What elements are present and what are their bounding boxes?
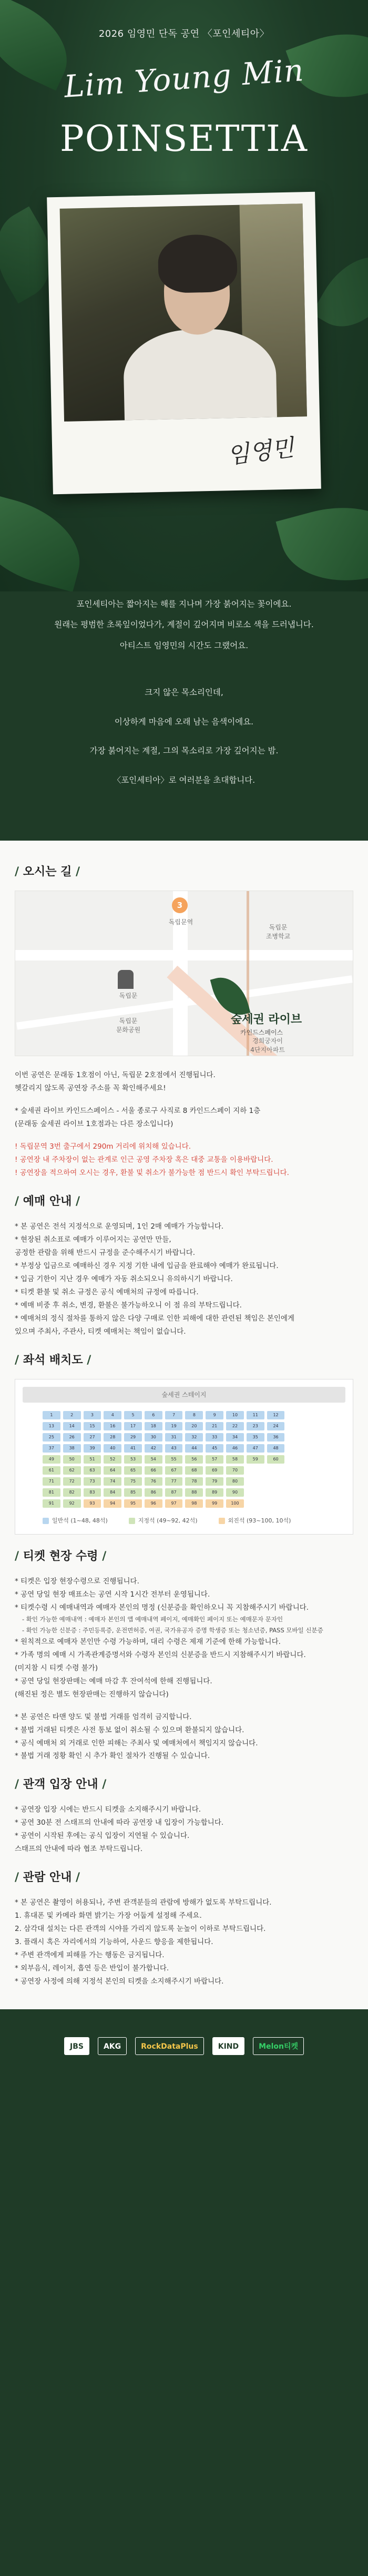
intro-line: 〈포인세티아〉로 여러분을 초대합니다. (113, 775, 255, 785)
seat: 72 (63, 1477, 81, 1486)
onsite-line: * 불법 거래 정황 확인 시 추가 확인 절차가 진행될 수 있습니다. (15, 1752, 210, 1761)
seat-empty (247, 1477, 264, 1486)
seat: 3 (84, 1411, 101, 1419)
sponsor-logo: Melon티켓 (253, 2037, 304, 2055)
onsite-line: (해진된 정은 별도 현장판매는 진행하지 않습니다) (15, 1690, 169, 1699)
venue-map (15, 891, 353, 1056)
seat-empty (308, 1499, 325, 1508)
seat: 58 (226, 1455, 244, 1464)
seat: 41 (124, 1444, 142, 1453)
seat-empty (308, 1422, 325, 1430)
intro-line: 아티스트 임영민의 시간도 그랬어요. (119, 640, 249, 650)
seat: 83 (84, 1488, 101, 1497)
venue-name-label: 숲세권 라이브 (231, 1013, 302, 1027)
seat: 6 (145, 1411, 162, 1419)
seat: 13 (43, 1422, 60, 1430)
seat: 85 (124, 1488, 142, 1497)
entry-list (15, 1803, 353, 1856)
seat: 20 (185, 1422, 203, 1430)
leaf-decoration (276, 490, 368, 591)
intro-text (0, 591, 368, 841)
onsite-line: * 원칙적으로 예매자 본인만 수령 가능하며, 대리 수령은 제재 기준에 한해 가능합니다. (15, 1637, 281, 1646)
seat: 81 (43, 1488, 60, 1497)
onsite-line: * 불법 거래된 티켓은 사전 통보 없이 취소될 수 있으며 환불되지 않습니다. (15, 1725, 244, 1734)
seat: 34 (226, 1433, 244, 1442)
seat: 71 (43, 1477, 60, 1486)
seat: 93 (84, 1499, 101, 1508)
seat: 91 (43, 1499, 60, 1508)
concert-subtitle: 2026 임영민 단독 공연 〈포인세티아〉 (98, 28, 270, 39)
seat-empty (247, 1488, 264, 1497)
seat: 66 (145, 1466, 162, 1475)
seat: 42 (145, 1444, 162, 1453)
seat: 67 (165, 1466, 183, 1475)
viewing-line: 1. 휴대폰 및 카메라 화면 밝기는 가장 어둡게 설정해 주세요. (15, 1911, 202, 1920)
seat: 16 (104, 1422, 121, 1430)
sponsor-footer (0, 2009, 368, 2083)
legend-item: 외진석 (93~100, 10석) (219, 1516, 291, 1525)
entry-heading: / 관객 입장 안내 / (15, 1778, 107, 1792)
seat: 63 (84, 1466, 101, 1475)
leaf-decoration (311, 241, 368, 343)
seat-empty (308, 1477, 325, 1486)
seat-empty (308, 1466, 325, 1475)
seat: 53 (124, 1455, 142, 1464)
viewing-line: * 외부음식, 레이저, 흡연 등은 반입이 불가합니다. (15, 1964, 169, 1973)
seat-empty (287, 1433, 305, 1442)
seat-empty (287, 1411, 305, 1419)
onsite-line: (미지참 시 티켓 수령 불가) (15, 1663, 98, 1672)
seat-empty (308, 1411, 325, 1419)
seat-empty (267, 1499, 285, 1508)
booking-heading: / 예매 안내 / (15, 1194, 80, 1208)
seat-empty (308, 1444, 325, 1453)
onsite-line: * 공연 당일 현장 매표소는 공연 시작 1시간 전부터 운영됩니다. (15, 1590, 210, 1599)
warning-note: ! 공연장을 적으하여 오시는 경우, 환불 및 취소가 불가능한 점 반드시 확인 부탁드립니다. (15, 1168, 289, 1177)
legend-item: 일반석 (1~48, 48석) (43, 1516, 108, 1525)
seat: 97 (165, 1499, 183, 1508)
seat: 64 (104, 1466, 121, 1475)
seat-legend (23, 1516, 345, 1525)
seat: 50 (63, 1455, 81, 1464)
seat-chart (15, 1379, 353, 1535)
seat-empty (287, 1422, 305, 1430)
entry-line: * 공연이 시작된 후에는 공식 입장이 지연될 수 있습니다. (15, 1832, 190, 1841)
seat: 56 (185, 1455, 203, 1464)
park-sub-label: 독립문 문화공원 (116, 1017, 141, 1034)
seat: 26 (63, 1433, 81, 1442)
seat: 29 (124, 1433, 142, 1442)
seat: 5 (124, 1411, 142, 1419)
viewing-line: * 본 공연은 촬영이 허용되나, 주변 관객분들의 관람에 방해가 없도록 부탁드립니다. (15, 1898, 272, 1907)
booking-line: * 현장된 취소표로 예매가 이루어지는 공연만 만들, (15, 1235, 171, 1244)
seat: 8 (185, 1411, 203, 1419)
seat: 43 (165, 1444, 183, 1453)
booking-line: 공정한 관람을 위해 반드시 규정을 준수해주시기 바랍니다. (15, 1248, 196, 1257)
seat: 31 (165, 1433, 183, 1442)
location-desc: 헷갈리지 않도록 공연장 주소를 꼭 확인해주세요! (15, 1084, 166, 1093)
seat: 15 (84, 1422, 101, 1430)
apartment-label: 경희궁자이 4단지아파트 (250, 1037, 285, 1054)
seat: 52 (104, 1455, 121, 1464)
seat: 88 (185, 1488, 203, 1497)
warning-note: ! 공연장 내 주차장이 없는 관계로 인근 공영 주차장 혹은 대중 교통을 이용바랍니다. (15, 1155, 273, 1164)
sponsor-logo: JBS (64, 2037, 89, 2055)
onsite-list (15, 1575, 353, 1763)
seat: 90 (226, 1488, 244, 1497)
seat: 39 (84, 1444, 101, 1453)
onsite-line: * 공식 예매처 외 거래로 인한 피해는 주최사 및 예매처에서 책임지지 않습니다. (15, 1739, 258, 1747)
park-icon (118, 970, 134, 989)
seat: 70 (226, 1466, 244, 1475)
legend-item: 지정석 (49~92, 42석) (129, 1516, 198, 1525)
location-desc: 이번 공연은 문래동 1호점이 아닌, 독립문 2호점에서 진행됩니다. (15, 1071, 216, 1080)
seat-empty (267, 1488, 285, 1497)
onsite-line: * 티켓은 입장 현장수령으로 진행됩니다. (15, 1577, 139, 1586)
park-label: 독립문 (119, 992, 138, 1000)
seat: 11 (247, 1411, 264, 1419)
viewing-line: 2. 삼각대 설치는 다른 관객의 시야를 가리지 않도록 눈높이 이하로 부탁드립니다. (15, 1925, 266, 1934)
seat: 99 (206, 1499, 223, 1508)
seat: 95 (124, 1499, 142, 1508)
seat: 78 (185, 1477, 203, 1486)
seat: 14 (63, 1422, 81, 1430)
sponsor-logo: RockDataPlus (135, 2037, 204, 2055)
onsite-line: * 본 공연은 타맨 양도 및 불법 거래를 엄격히 금지합니다. (15, 1712, 192, 1721)
seat: 65 (124, 1466, 142, 1475)
seat: 89 (206, 1488, 223, 1497)
seat: 61 (43, 1466, 60, 1475)
viewing-list (15, 1896, 353, 1988)
sponsor-logo: AKG (98, 2037, 127, 2055)
seat: 23 (247, 1422, 264, 1430)
seat-empty (247, 1499, 264, 1508)
seat: 69 (206, 1466, 223, 1475)
polaroid-photo-frame (47, 192, 321, 495)
seat: 82 (63, 1488, 81, 1497)
seat: 1 (43, 1411, 60, 1419)
seat: 51 (84, 1455, 101, 1464)
intro-line: 크지 않은 목소리인데, (145, 688, 223, 698)
artist-script-name: Lim Young Min (63, 52, 305, 105)
seat-empty (308, 1433, 325, 1442)
seat: 86 (145, 1488, 162, 1497)
onsite-line: * 티켓수령 시 예매내역과 예매자 본인의 명정 (신분증을 확인하오니 꼭 지참해주시기 바랍니다. (15, 1603, 309, 1612)
seat-empty (308, 1488, 325, 1497)
seat-empty (287, 1488, 305, 1497)
seat: 74 (104, 1477, 121, 1486)
entry-line: * 공연장 입장 시에는 반드시 티켓을 소지해주시기 바랍니다. (15, 1805, 201, 1814)
seat-empty (287, 1477, 305, 1486)
intro-line: 이상하게 마음에 오래 남는 음색이에요. (114, 717, 254, 727)
seat: 27 (84, 1433, 101, 1442)
seat-empty (267, 1466, 285, 1475)
seat: 33 (206, 1433, 223, 1442)
booking-line: * 부정상 입금으로 예매하신 경우 지정 기한 내에 입금을 완료해야 예매가 완료됩니다. (15, 1261, 279, 1270)
seat-grid (23, 1411, 345, 1508)
onsite-heading: / 티켓 현장 수령 / (15, 1549, 107, 1563)
viewing-heading: / 관람 안내 / (15, 1871, 80, 1885)
seat-empty (247, 1466, 264, 1475)
seat: 32 (185, 1433, 203, 1442)
seat: 84 (104, 1488, 121, 1497)
seat: 45 (206, 1444, 223, 1453)
seat: 17 (124, 1422, 142, 1430)
seat: 68 (185, 1466, 203, 1475)
seat: 49 (43, 1455, 60, 1464)
viewing-line: * 주변 관객에게 피해를 가는 행동은 금지됩니다. (15, 1951, 165, 1960)
seat: 73 (84, 1477, 101, 1486)
seat: 40 (104, 1444, 121, 1453)
seat: 4 (104, 1411, 121, 1419)
seat: 79 (206, 1477, 223, 1486)
venue-address-note: (문래동 숲세권 라이브 1호점과는 다른 장소입니다) (15, 1119, 173, 1128)
seat: 76 (145, 1477, 162, 1486)
seat: 7 (165, 1411, 183, 1419)
leaf-decoration (0, 491, 91, 591)
seat: 22 (226, 1422, 244, 1430)
artist-photo (60, 203, 307, 422)
stage-label: 숲세권 스테이지 (23, 1387, 345, 1403)
seat: 60 (267, 1455, 285, 1464)
onsite-line: * 가족 명의 예매 시 가족관계증명서와 수령자 본인의 신분증을 반드시 지참해주시기 바랍니다. (15, 1650, 306, 1659)
school-label: 독립문 조병학교 (265, 924, 291, 941)
seat: 100 (226, 1499, 244, 1508)
warning-note: ! 독립문역 3번 출구에서 290m 거리에 위치해 있습니다. (15, 1142, 191, 1151)
hero-banner (0, 0, 368, 591)
booking-list (15, 1220, 353, 1338)
seat: 10 (226, 1411, 244, 1419)
seat-empty (308, 1455, 325, 1464)
booking-line: * 예매처의 정식 절차를 통하지 않은 다양 구매로 인한 피해에 대한 관련된 책임은 본인에게 (15, 1314, 295, 1323)
location-heading: / 오시는 길 / (15, 865, 80, 879)
seat: 57 (206, 1455, 223, 1464)
seat: 30 (145, 1433, 162, 1442)
seat: 48 (267, 1444, 285, 1453)
booking-line: * 예매 비중 후 취소, 변경, 환불은 불가능하오니 이 점 유의 부탁드립니다. (15, 1301, 242, 1310)
onsite-note: - 확인 가능한 예매내역 : 예매자 본인의 앱 예매내역 페이지, 예매확인 페이지 또는 예매문자 문자인 (22, 1616, 283, 1623)
booking-line: * 본 공연은 전석 지정석으로 운영되며, 1인 2매 예매가 가능합니다. (15, 1222, 224, 1231)
seat: 55 (165, 1455, 183, 1464)
seat: 36 (267, 1433, 285, 1442)
seat: 18 (145, 1422, 162, 1430)
seat: 96 (145, 1499, 162, 1508)
venue-name-label-2: 카인드스페이스 (240, 1029, 283, 1037)
intro-line: 가장 붉어지는 계절, 그의 목소리로 가장 깊어지는 밤. (89, 746, 279, 756)
seat: 92 (63, 1499, 81, 1508)
seat: 37 (43, 1444, 60, 1453)
seat: 9 (206, 1411, 223, 1419)
seat: 46 (226, 1444, 244, 1453)
intro-line: 포인세티아는 짧아지는 해를 지나며 가장 붉어지는 꽃이에요. (76, 599, 292, 609)
concert-title: POINSETTIA (59, 118, 309, 160)
booking-line: * 입금 기한이 지난 경우 예매가 자동 취소되오니 유의하시기 바랍니다. (15, 1274, 233, 1283)
seat: 87 (165, 1488, 183, 1497)
seat: 59 (247, 1455, 264, 1464)
intro-line: 원래는 평범한 초록잎이었다가, 계절이 깊어지며 비로소 색을 드러냅니다. (54, 620, 314, 630)
seat: 75 (124, 1477, 142, 1486)
onsite-line: * 공연 당일 현장판매는 예매 마감 후 잔여석에 한해 진행됩니다. (15, 1677, 212, 1685)
sponsor-logo: KIND (212, 2037, 244, 2055)
seat: 12 (267, 1411, 285, 1419)
seat-empty (287, 1466, 305, 1475)
booking-line: * 티켓 환불 및 취소 규정은 공식 예매처의 규정에 따릅니다. (15, 1287, 199, 1296)
seat-empty (287, 1444, 305, 1453)
booking-line: 있으며 주최사, 주관사, 티켓 예매처는 책임이 없습니다. (15, 1327, 186, 1336)
seat-empty (287, 1499, 305, 1508)
seat: 35 (247, 1433, 264, 1442)
seat: 2 (63, 1411, 81, 1419)
venue-address: * 숲세권 라이브 카인드스페이스 - 서울 종로구 사직로 8 카인드스페이 지하 1층 (15, 1107, 261, 1115)
seat: 80 (226, 1477, 244, 1486)
seat: 24 (267, 1422, 285, 1430)
artist-signature: 임영민 (226, 434, 296, 469)
seat: 19 (165, 1422, 183, 1430)
entry-line: 스태프의 안내에 따라 협조 부탁드립니다. (15, 1845, 143, 1854)
seat: 62 (63, 1466, 81, 1475)
seat: 28 (104, 1433, 121, 1442)
entry-line: * 공연 30분 전 스태프의 안내에 따라 공연장 내 입장이 가능합니다. (15, 1818, 224, 1827)
seat: 25 (43, 1433, 60, 1442)
seat-empty (267, 1477, 285, 1486)
seat: 21 (206, 1422, 223, 1430)
seat: 47 (247, 1444, 264, 1453)
onsite-note: - 확인 가능한 신분증 : 주민등록증, 운전면허증, 여권, 국가유공자 증명 학생증 또는 청소년증, PASS 모바일 신분증 (22, 1626, 323, 1634)
seat: 54 (145, 1455, 162, 1464)
seat: 44 (185, 1444, 203, 1453)
seat: 94 (104, 1499, 121, 1508)
subway-exit-badge: 3 (172, 897, 188, 913)
seat: 38 (63, 1444, 81, 1453)
info-section (0, 841, 368, 2009)
seat-empty (287, 1455, 305, 1464)
viewing-line: 3. 플래시 혹은 자리에서의 기능하여, 사운드 향응을 제한됩니다. (15, 1938, 213, 1947)
station-label: 독립문역 (168, 918, 193, 926)
seat: 77 (165, 1477, 183, 1486)
viewing-line: * 공연장 사정에 의해 지정석 본인의 티켓을 소지해주시기 바랍니다. (15, 1977, 224, 1986)
seat: 98 (185, 1499, 203, 1508)
seating-heading: / 좌석 배치도 / (15, 1353, 91, 1367)
